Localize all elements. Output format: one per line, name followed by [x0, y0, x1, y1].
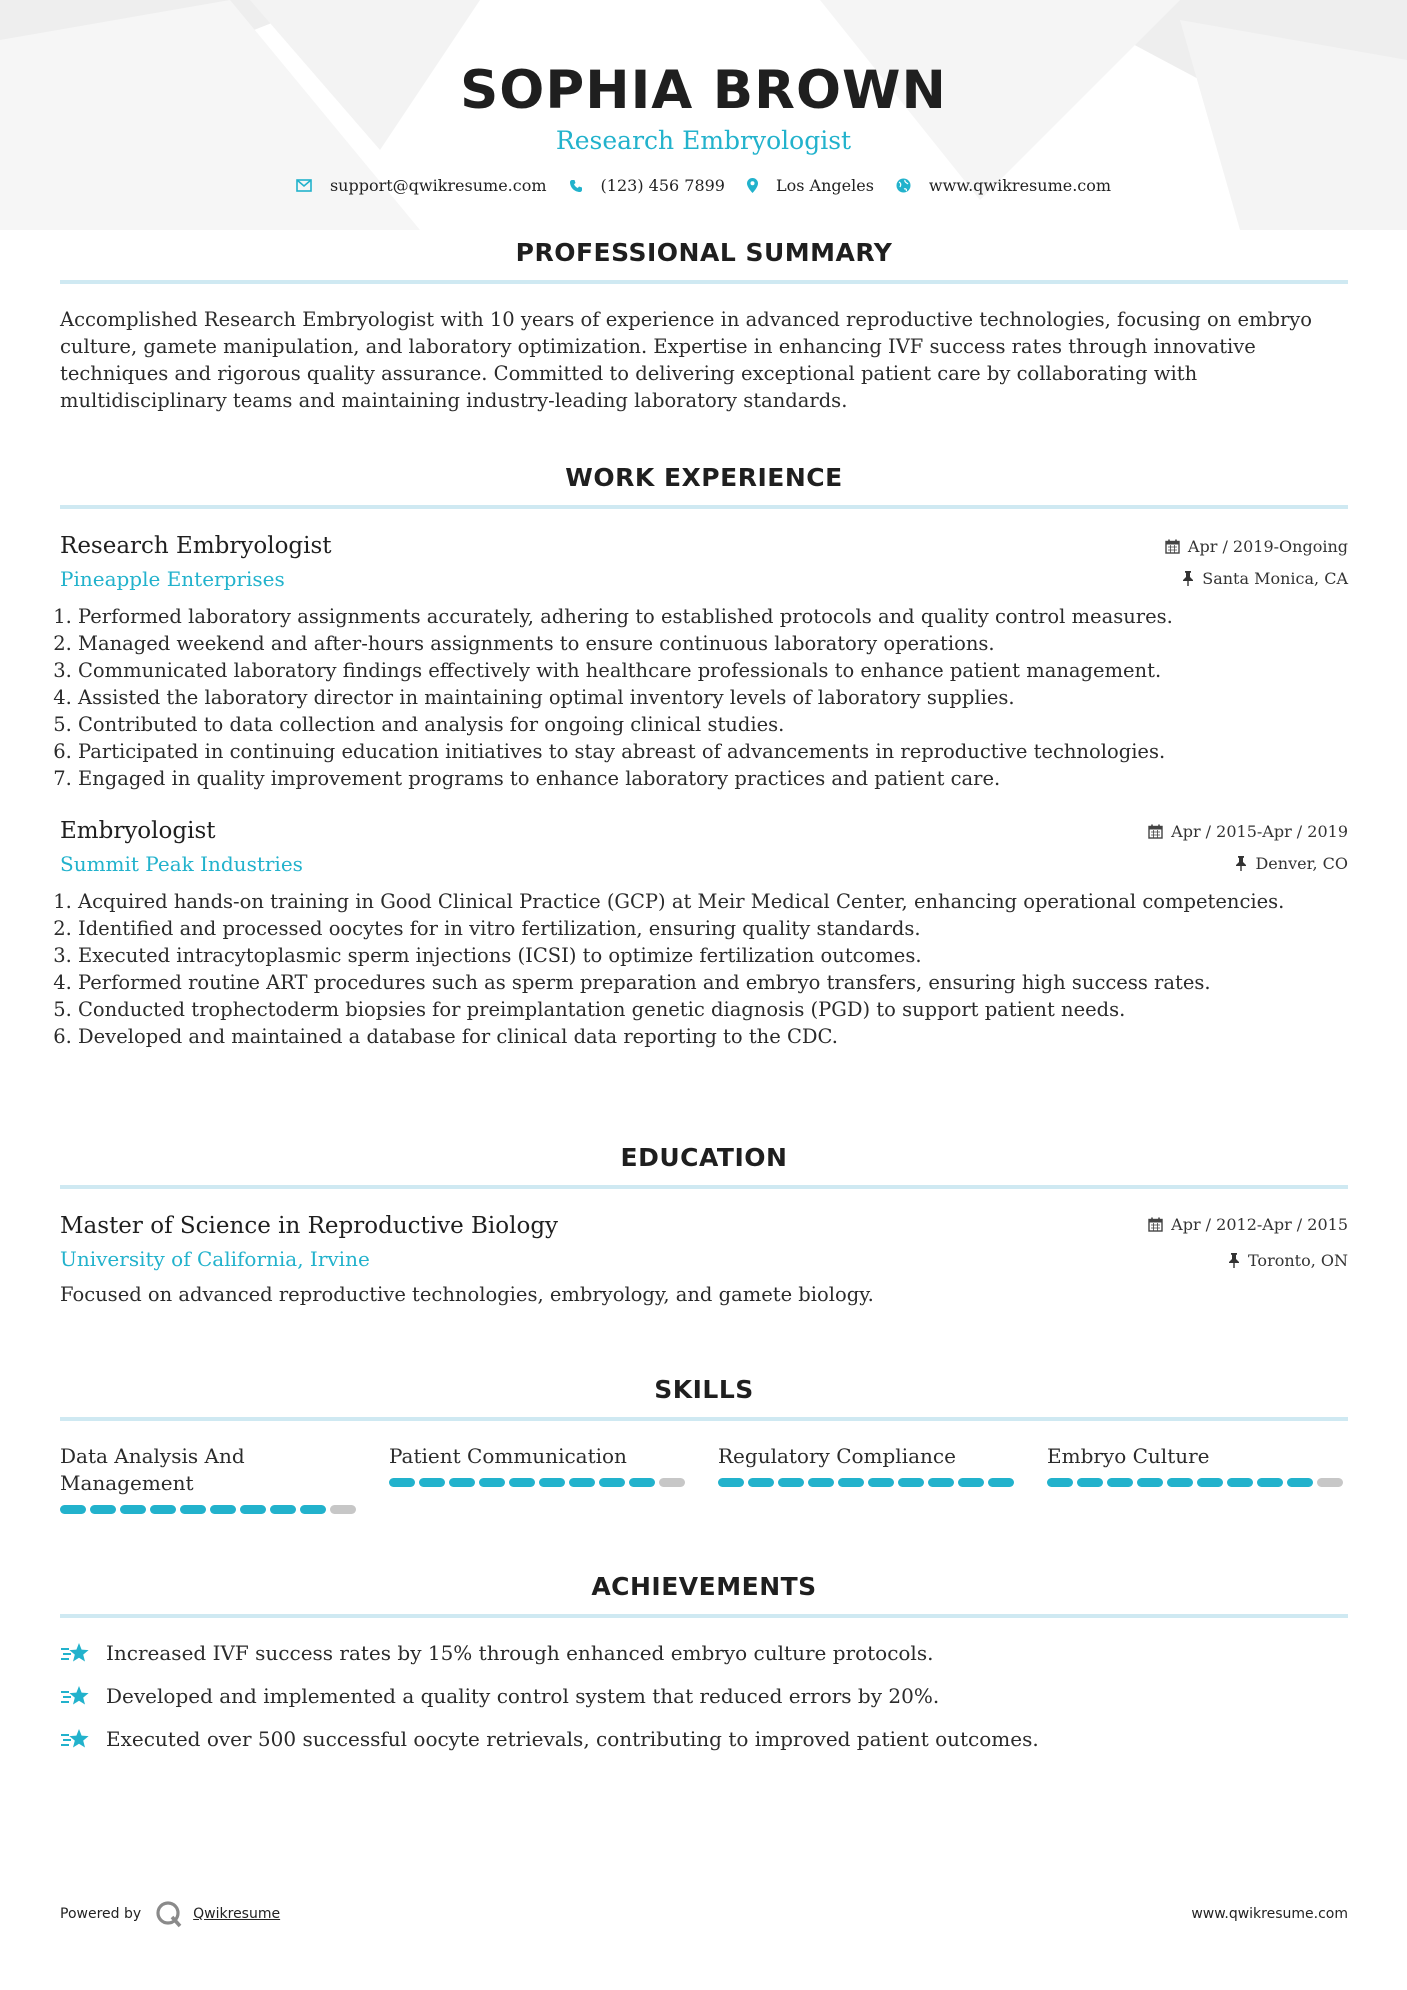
skill-level-segment — [90, 1505, 116, 1514]
skill-level-segment — [150, 1505, 176, 1514]
experience-section — [60, 461, 1348, 1050]
skill-level-segment — [629, 1478, 655, 1487]
achievement-text: Developed and implemented a quality control system that reduced errors by 20%. — [106, 1684, 940, 1708]
achievements-section — [60, 1570, 1348, 1769]
skill-level-segment — [120, 1505, 146, 1514]
achievement-item — [60, 1726, 1348, 1753]
company-name: Pineapple Enterprises — [60, 567, 285, 591]
skill-level-segment — [300, 1505, 326, 1514]
company-name: Summit Peak Industries — [60, 852, 303, 876]
skill-level-segment — [509, 1478, 535, 1487]
calendar-icon — [1148, 824, 1163, 839]
section-divider — [60, 505, 1348, 509]
skills-section — [60, 1373, 1348, 1514]
degree-title: Master of Science in Reproductive Biology — [60, 1213, 559, 1239]
skill-level-segment — [1257, 1478, 1283, 1487]
powered-by — [60, 1900, 280, 1928]
summary-section — [60, 236, 1348, 414]
contact-location-text: Los Angeles — [775, 176, 874, 195]
education-location-text: Toronto, ON — [1248, 1251, 1348, 1270]
section-divider — [60, 1417, 1348, 1421]
education-entry — [60, 1211, 1348, 1308]
skill-item — [60, 1443, 360, 1514]
list-item: 1. Performed laboratory assignments accurately, adhering to established protocols and quality control measures. — [78, 603, 1348, 630]
contact-phone[interactable] — [569, 176, 725, 195]
list-item: 2. Identified and processed oocytes for in vitro fertilization, ensuring quality standards. — [78, 915, 1348, 942]
job-dates — [1165, 537, 1348, 556]
map-marker-icon — [747, 178, 758, 193]
skill-level-segment — [60, 1505, 86, 1514]
qwikresume-link[interactable]: Qwikresume — [193, 1906, 281, 1922]
resume-header — [0, 0, 1407, 195]
skill-level-segment — [778, 1478, 804, 1487]
skill-level-segment — [868, 1478, 894, 1487]
list-item: 5. Contributed to data collection and analysis for ongoing clinical studies. — [78, 711, 1348, 738]
skill-level-segment — [748, 1478, 774, 1487]
qwikresume-logo-icon — [155, 1900, 183, 1928]
education-dates — [1148, 1215, 1348, 1234]
section-divider — [60, 1185, 1348, 1189]
contact-bar — [0, 176, 1407, 195]
job-dates-text: Apr / 2015-Apr / 2019 — [1171, 822, 1348, 841]
skill-level-segment — [808, 1478, 834, 1487]
education-heading: EDUCATION — [620, 1143, 788, 1172]
list-item: 2. Managed weekend and after-hours assignments to ensure continuous laboratory operations. — [78, 630, 1348, 657]
job-title: Embryologist — [60, 818, 216, 844]
skill-level-segment — [659, 1478, 685, 1487]
education-description: Focused on advanced reproductive technologies, embryology, and gamete biology. — [60, 1283, 874, 1306]
achievement-text: Increased IVF success rates by 15% through enhanced embryo culture protocols. — [106, 1641, 934, 1665]
skill-level-segment — [389, 1478, 415, 1487]
contact-phone-text: (123) 456 7899 — [600, 176, 725, 195]
job-entry — [60, 531, 1348, 792]
skill-name: Patient Communication — [389, 1444, 627, 1468]
skill-level-segment — [599, 1478, 625, 1487]
powered-by-label: Powered by — [60, 1906, 142, 1922]
skill-level-segment — [1077, 1478, 1103, 1487]
page-footer — [60, 1900, 1348, 1928]
skill-item — [389, 1443, 689, 1514]
skill-level-bar — [1047, 1478, 1347, 1487]
skill-level-segment — [1197, 1478, 1223, 1487]
list-item: 5. Conducted trophectoderm biopsies for preimplantation genetic diagnosis (PGD) to support patient needs. — [78, 996, 1348, 1023]
achievement-item — [60, 1683, 1348, 1710]
skill-level-segment — [180, 1505, 206, 1514]
footer-website[interactable]: www.qwikresume.com — [1191, 1906, 1348, 1922]
skill-level-segment — [569, 1478, 595, 1487]
skill-level-bar — [718, 1478, 1018, 1487]
list-item: 4. Performed routine ART procedures such as sperm preparation and embryo transfers, ensuring high success rates. — [78, 969, 1348, 996]
skill-level-segment — [988, 1478, 1014, 1487]
star-icon — [60, 1641, 92, 1667]
phone-icon — [569, 179, 583, 193]
star-icon — [60, 1684, 92, 1710]
summary-text: Accomplished Research Embryologist with 10 years of experience in advanced reproductive technologies, focusing on embryo culture, gamete manipulation, and laboratory optimization. Expertise in enhancing IVF success rates through innovative techniques and rigorous quality assurance. Committed to delivering exceptional patient care by collaborating with multidisciplinary teams and maintaining industry-leading laboratory standards. — [60, 308, 1313, 412]
globe-icon — [896, 178, 911, 193]
calendar-icon — [1165, 539, 1180, 554]
skill-level-segment — [479, 1478, 505, 1487]
list-item: 4. Assisted the laboratory director in maintaining optimal inventory levels of laboratory supplies. — [78, 684, 1348, 711]
achievement-list — [60, 1640, 1348, 1753]
education-dates-text: Apr / 2012-Apr / 2015 — [1171, 1215, 1348, 1234]
skill-item — [718, 1443, 1018, 1514]
candidate-title: Research Embryologist — [555, 126, 852, 155]
candidate-name: SOPHIA BROWN — [460, 60, 947, 121]
calendar-icon — [1148, 1217, 1163, 1232]
list-item: 6. Developed and maintained a database for clinical data reporting to the CDC. — [78, 1023, 1348, 1050]
skill-level-segment — [838, 1478, 864, 1487]
contact-website-text: www.qwikresume.com — [928, 176, 1112, 195]
skill-level-bar — [60, 1505, 360, 1514]
job-location — [1235, 854, 1348, 873]
contact-website[interactable] — [896, 176, 1111, 195]
skill-level-segment — [210, 1505, 236, 1514]
section-divider — [60, 1614, 1348, 1618]
star-icon — [60, 1727, 92, 1753]
achievement-item — [60, 1640, 1348, 1667]
contact-email-text: support@qwikresume.com — [329, 176, 547, 195]
job-dates — [1148, 822, 1348, 841]
skill-level-segment — [1287, 1478, 1313, 1487]
skill-name: Embryo Culture — [1047, 1444, 1210, 1468]
skill-level-segment — [240, 1505, 266, 1514]
skill-level-segment — [958, 1478, 984, 1487]
skill-level-segment — [1317, 1478, 1343, 1487]
pushpin-icon — [1235, 856, 1247, 871]
skill-level-segment — [898, 1478, 924, 1487]
contact-email[interactable] — [296, 176, 547, 195]
envelope-icon — [296, 179, 312, 192]
skill-level-segment — [1167, 1478, 1193, 1487]
pushpin-icon — [1182, 571, 1194, 586]
skills-list — [60, 1443, 1348, 1514]
skills-heading: SKILLS — [654, 1375, 754, 1404]
skill-level-segment — [1137, 1478, 1163, 1487]
job-title: Research Embryologist — [60, 533, 332, 559]
skill-level-segment — [1107, 1478, 1133, 1487]
list-item: 7. Engaged in quality improvement programs to enhance laboratory practices and patient care. — [78, 765, 1348, 792]
education-section — [60, 1141, 1348, 1308]
list-item: 1. Acquired hands-on training in Good Clinical Practice (GCP) at Meir Medical Center, enhancing operational competencies. — [78, 888, 1348, 915]
skill-level-segment — [928, 1478, 954, 1487]
job-location-text: Denver, CO — [1255, 854, 1348, 873]
achievement-text: Executed over 500 successful oocyte retrievals, contributing to improved patient outcomes. — [106, 1727, 1039, 1751]
skill-level-bar — [389, 1478, 689, 1487]
skill-level-segment — [1227, 1478, 1253, 1487]
list-item: 3. Communicated laboratory findings effectively with healthcare professionals to enhance patient management. — [78, 657, 1348, 684]
skill-level-segment — [1047, 1478, 1073, 1487]
job-location — [1182, 569, 1348, 588]
skill-name: Data Analysis And Management — [60, 1444, 245, 1495]
section-divider — [60, 280, 1348, 284]
education-location — [1228, 1251, 1348, 1270]
list-item: 3. Executed intracytoplasmic sperm injections (ICSI) to optimize fertilization outcomes. — [78, 942, 1348, 969]
pushpin-icon — [1228, 1253, 1240, 1268]
skill-item — [1047, 1443, 1347, 1514]
skill-level-segment — [718, 1478, 744, 1487]
school-name: University of California, Irvine — [60, 1247, 370, 1271]
skill-level-segment — [270, 1505, 296, 1514]
job-location-text: Santa Monica, CA — [1202, 569, 1348, 588]
summary-heading: PROFESSIONAL SUMMARY — [515, 238, 893, 267]
skill-level-segment — [449, 1478, 475, 1487]
experience-heading: WORK EXPERIENCE — [565, 463, 843, 492]
duty-list — [60, 603, 1348, 792]
list-item: 6. Participated in continuing education initiatives to stay abreast of advancements in reproductive technologies. — [78, 738, 1348, 765]
skill-level-segment — [330, 1505, 356, 1514]
skill-name: Regulatory Compliance — [718, 1444, 956, 1468]
job-dates-text: Apr / 2019-Ongoing — [1187, 537, 1348, 556]
duty-list — [60, 888, 1348, 1050]
job-entry — [60, 816, 1348, 1050]
skill-level-segment — [539, 1478, 565, 1487]
contact-location — [747, 176, 874, 195]
achievements-heading: ACHIEVEMENTS — [591, 1572, 817, 1601]
skill-level-segment — [419, 1478, 445, 1487]
